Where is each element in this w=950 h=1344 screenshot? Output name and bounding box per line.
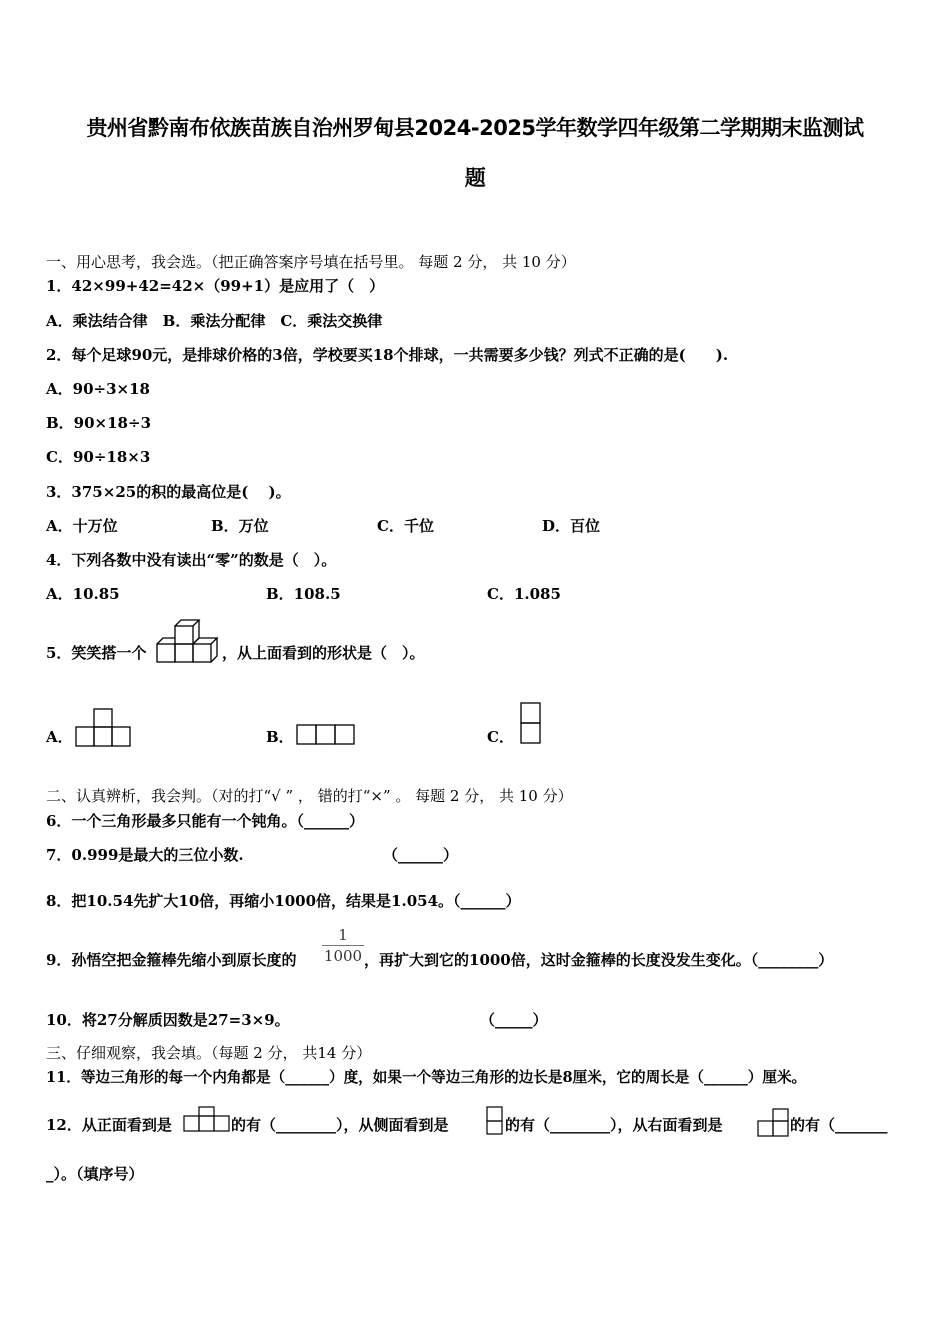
q12-text-d: 的有（_______ xyxy=(790,1116,888,1134)
q5-option-b: B． xyxy=(266,728,294,746)
q3-option-d: D．百位 xyxy=(542,517,601,535)
q5-cube-stack-figure xyxy=(155,618,221,666)
q3-option-a: A．十万位 xyxy=(46,517,118,535)
q10-text: 10．将27分解质因数是27=3×9。 xyxy=(46,1011,290,1029)
q2-option-a: A．90÷3×18 xyxy=(46,380,150,398)
q12-text-c: 的有（________），从右面看到是 xyxy=(505,1116,723,1134)
q2-text: 2．每个足球90元，是排球价格的3倍，学校要买18个排球，一共需要多少钱？列式不正确的是( ). xyxy=(46,346,729,364)
section1-heading: 一、用心思考，我会选。（把正确答案序号填在括号里。 每题 2 分， 共 10 分） xyxy=(46,253,576,271)
section3-heading: 三、仔细观察，我会填。（每题 2 分， 共14 分） xyxy=(46,1044,372,1062)
q9-fraction-denominator: 1000 xyxy=(323,947,363,965)
q11-text: 11．等边三角形的每一个内角都是（______）度，如果一个等边三角形的边长是8厘米，它的周长是（______）厘米。 xyxy=(46,1069,807,1086)
q9-fraction xyxy=(322,926,364,966)
q12-side-view-figure xyxy=(486,1106,504,1136)
q2-option-c: C．90÷18×3 xyxy=(46,448,151,466)
q9-text-after: ，再扩大到它的1000倍，这时金箍棒的长度没发生变化。（________） xyxy=(364,951,834,969)
q9-text-before: 9．孙悟空把金箍棒先缩小到原长度的 xyxy=(46,951,297,969)
section2-heading: 二、认真辨析，我会判。（对的打“√ ” ， 错的打“×” 。 每题 2 分， 共 10 分） xyxy=(46,787,573,805)
q6-text: 6．一个三角形最多只能有一个钝角。（______） xyxy=(46,812,364,830)
q5-option-a: A． xyxy=(46,728,73,746)
q7-text: 7．0.999是最大的三位小数. xyxy=(46,846,244,864)
q5-option-c-figure xyxy=(519,702,543,746)
q7-blank: （______） xyxy=(383,846,459,864)
q12-right-view-figure xyxy=(757,1108,791,1138)
q12-text-b: 的有（________），从侧面看到是 xyxy=(231,1116,449,1134)
q5-text-before: 5．笑笑搭一个 xyxy=(46,644,147,662)
q4-text: 4．下列各数中没有读出“零”的数是（ ）。 xyxy=(46,551,337,569)
q1-text: 1．42×99+42=42×（99+1）是应用了（ ） xyxy=(46,277,385,295)
page-title-line2: 题 xyxy=(464,166,486,190)
q12-text-e: _）。（填序号） xyxy=(46,1165,144,1183)
q3-text: 3．375×25的积的最高位是( )。 xyxy=(46,483,291,501)
page-title-line1: 贵州省黔南布依族苗族自治州罗甸县2024-2025学年数学四年级第二学期期末监测试 xyxy=(86,116,864,140)
q1-options: A．乘法结合律 B．乘法分配律 C．乘法交换律 xyxy=(46,312,383,330)
q12-front-view-figure xyxy=(183,1106,231,1134)
q5-option-c: C． xyxy=(487,728,514,746)
q5-option-b-figure xyxy=(296,723,356,747)
q12-text-a: 12．从正面看到是 xyxy=(46,1116,172,1134)
q4-option-a: A．10.85 xyxy=(46,585,120,603)
q2-option-b: B．90×18÷3 xyxy=(46,414,152,432)
q5-option-a-figure xyxy=(75,708,133,748)
q4-option-b: B．108.5 xyxy=(266,585,341,603)
q4-option-c: C．1.085 xyxy=(487,585,561,603)
q3-option-b: B．万位 xyxy=(211,517,269,535)
q8-text: 8．把10.54先扩大10倍，再缩小1000倍，结果是1.054。（______） xyxy=(46,892,521,910)
q10-blank: （_____） xyxy=(480,1011,548,1029)
q5-text-after: ，从上面看到的形状是（ ）。 xyxy=(222,644,425,662)
q9-fraction-numerator: 1 xyxy=(338,926,348,944)
q3-option-c: C．千位 xyxy=(377,517,434,535)
